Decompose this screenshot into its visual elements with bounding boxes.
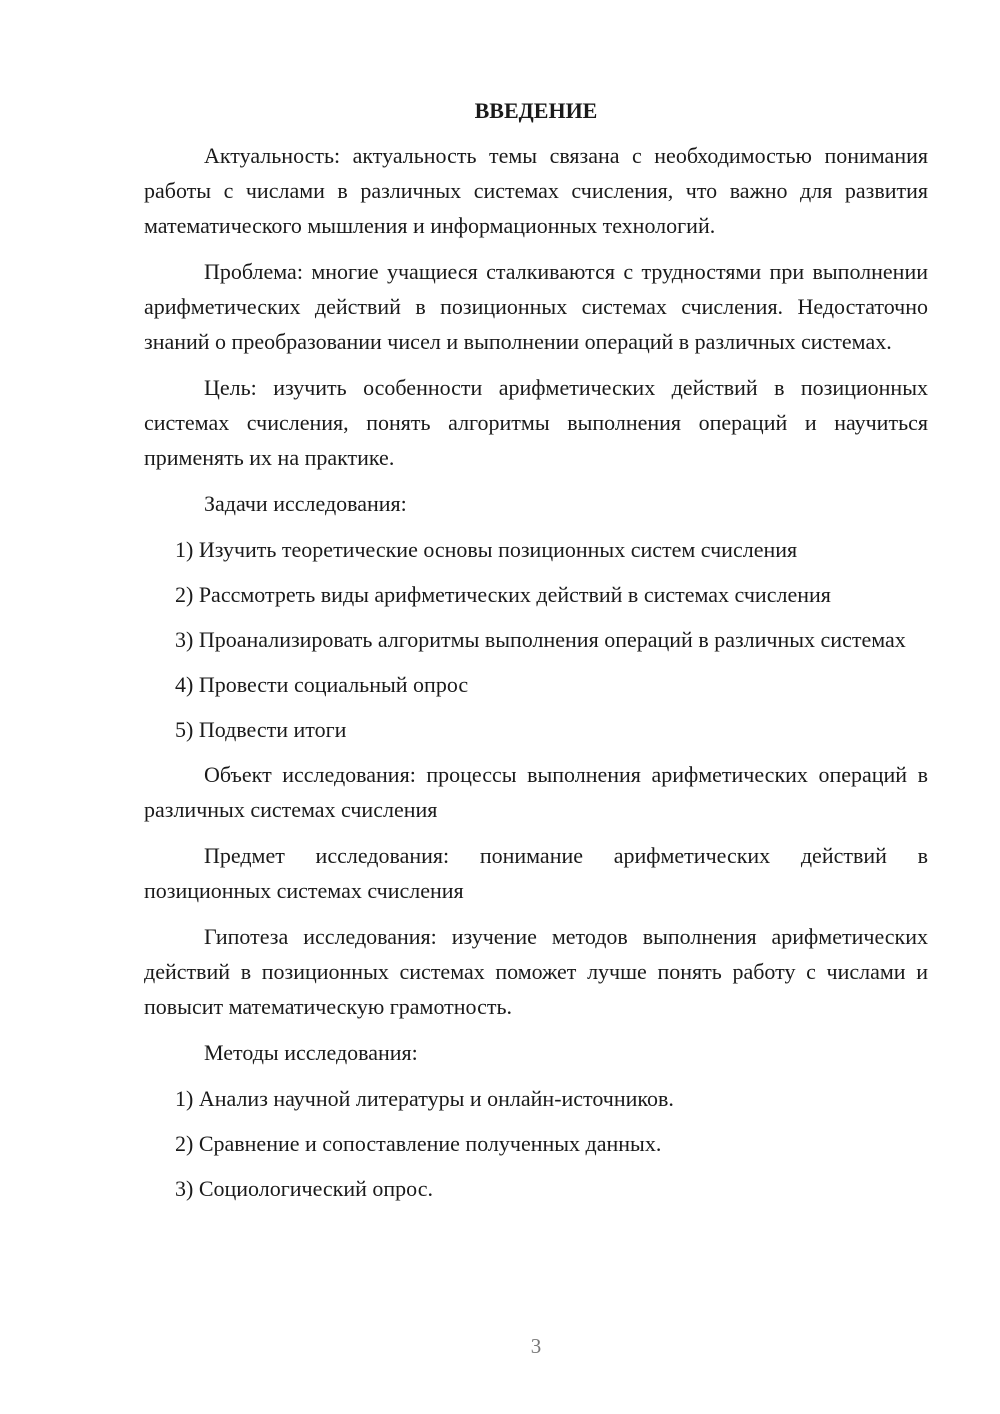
goal-paragraph: Цель: изучить особенности арифметических действий в позиционных системах счисления, понять алгоритмы выполнения операций и научиться применять их на практике. xyxy=(144,375,928,470)
relevance-paragraph: Актуальность: актуальность темы связана с необходимостью понимания работы с числами в различных системах счисления, что важно для развития математического мышления и информационных технологий. xyxy=(144,143,928,238)
problem-paragraph: Проблема: многие учащиеся сталкиваются с трудностями при выполнении арифметических действий в позиционных системах счисления. Недостаточно знаний о преобразовании чисел и выполнении операций в различных системах. xyxy=(144,259,928,354)
method-item-1: 1) Анализ научной литературы и онлайн-источников. xyxy=(175,1086,674,1111)
task-item-4: 4) Провести социальный опрос xyxy=(175,672,469,697)
method-item-3: 3) Социологический опрос. xyxy=(175,1176,433,1201)
methods-title: Методы исследования: xyxy=(204,1040,418,1065)
tasks-title: Задачи исследования: xyxy=(204,491,407,516)
task-item-5: 5) Подвести итоги xyxy=(175,717,347,742)
page-number: 3 xyxy=(530,1334,542,1358)
subject-paragraph: Предмет исследования: понимание арифметических действий в позиционных системах счисления xyxy=(144,843,928,903)
task-item-1: 1) Изучить теоретические основы позиционных систем счисления xyxy=(175,537,798,562)
object-paragraph: Объект исследования: процессы выполнения арифметических операций в различных системах счисления xyxy=(144,762,928,822)
hypothesis-paragraph: Гипотеза исследования: изучение методов выполнения арифметических действий в позиционных системах поможет лучше понять работу с числами и повысит математическую грамотность. xyxy=(144,924,928,1019)
section-heading: ВВЕДЕНИЕ xyxy=(474,98,598,123)
task-item-3: 3) Проанализировать алгоритмы выполнения операций в различных системах xyxy=(175,627,906,652)
document-page xyxy=(144,96,928,1216)
task-item-2: 2) Рассмотреть виды арифметических действий в системах счисления xyxy=(175,582,831,607)
method-item-2: 2) Сравнение и сопоставление полученных данных. xyxy=(175,1131,662,1156)
